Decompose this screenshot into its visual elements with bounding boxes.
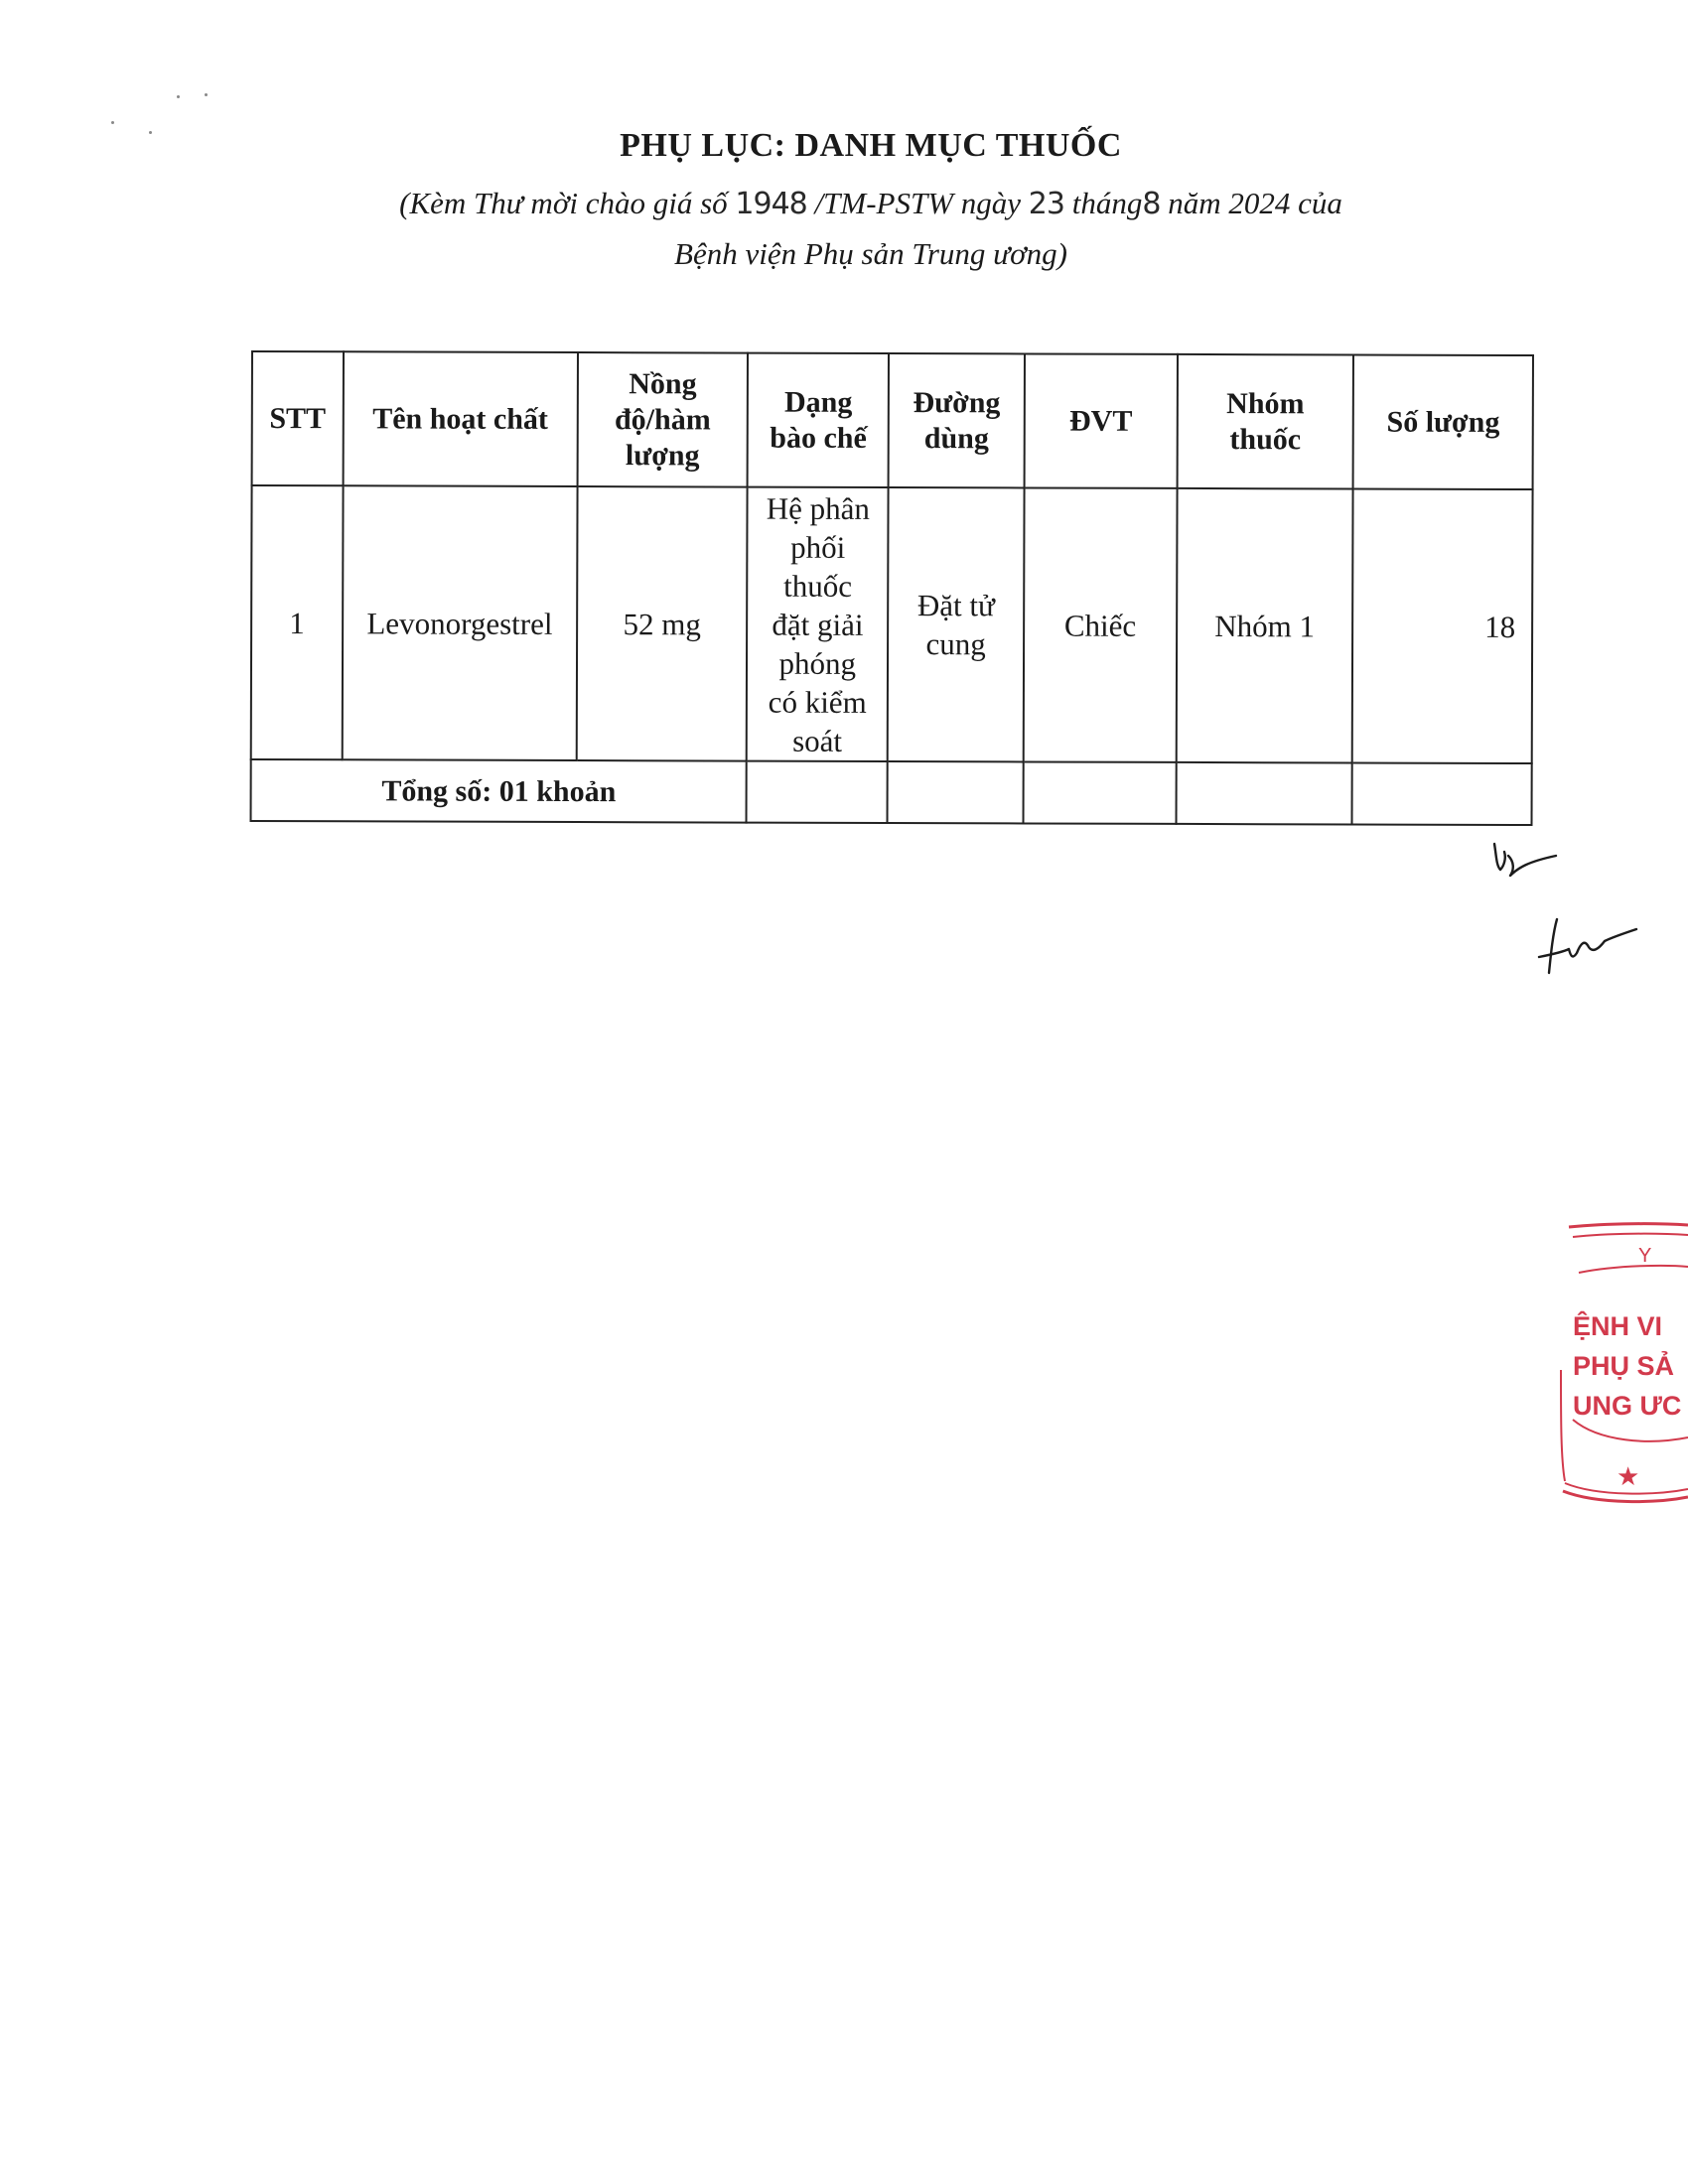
header-stt: STT [252,351,344,485]
total-empty-cell [888,761,1024,823]
header-drug-group [1177,354,1353,489]
subtitle-line-2: Bệnh viện Phụ sản Trung ương) [674,236,1067,271]
subtitle-line-1 [298,179,1444,229]
form-line: phối [790,529,846,565]
form-line: đặt giải [772,607,864,642]
total-empty-cell [1176,762,1352,825]
header-strength-line-1: Nồng [629,366,697,400]
subtitle-month-word: tháng [1071,186,1143,220]
header-strength-line-3: lượng [625,438,700,472]
form-line: thuốc [783,568,853,604]
total-empty-cell [1352,762,1532,825]
stamp-star-icon: ★ [1617,1462,1640,1491]
form-line: Hệ phân [766,490,870,526]
total-empty-cell [747,761,888,823]
handwritten-letter-number: 1948 [735,187,807,221]
header-route [889,353,1025,487]
official-stamp [1559,1221,1688,1519]
scan-speck [111,121,114,124]
table-header-row [252,351,1533,489]
header-form-line-2: bào chế [770,421,867,455]
cell-route [888,487,1025,761]
subtitle-code: /TM-PSTW ngày [814,186,1022,220]
scan-speck [149,131,152,134]
table-total-row [251,759,1532,825]
cell-stt: 1 [251,485,344,759]
handwritten-signature [1529,913,1648,983]
document-subtitle [298,179,1444,279]
header-dosage-form [748,353,889,487]
subtitle-year: năm 2024 của [1168,186,1342,220]
form-line: soát [792,723,843,758]
handwritten-initial-mark [1484,836,1564,886]
cell-dosage-form [747,487,889,761]
header-unit: ĐVT [1025,353,1178,487]
header-active-ingredient: Tên hoạt chất [343,351,577,486]
header-strength-line-2: độ/hàm [614,402,711,436]
handwritten-month: 8 [1142,187,1161,221]
subtitle-prefix: (Kèm Thư mời chào giá số [399,186,728,220]
cell-unit: Chiếc [1024,487,1178,761]
header-quantity: Số lượng [1353,354,1533,489]
cell-strength: 52 mg [576,486,748,761]
form-line: có kiểm [768,684,867,720]
cell-active-ingredient: Levonorgestrel [343,485,578,760]
table-row [251,485,1533,763]
cell-quantity: 18 [1352,488,1533,763]
header-group-line-2: thuốc [1229,422,1302,456]
handwritten-day: 23 [1028,187,1064,221]
header-strength [577,352,748,487]
route-line: Đặt tử [916,588,995,623]
header-form-line-1: Dạng [783,385,853,419]
stamp-top-text: Y [1638,1245,1652,1267]
scan-speck [205,93,208,96]
stamp-line-1: ỆNH VI [1573,1311,1663,1341]
form-line: phóng [778,645,857,681]
total-empty-cell [1024,761,1177,823]
stamp-line-2: PHỤ SẢ [1573,1351,1675,1381]
header-route-line-1: Đường [913,385,1001,419]
header-route-line-2: dùng [923,421,989,455]
document-title: PHỤ LỤC: DANH MỤC THUỐC [620,127,1122,164]
cell-drug-group: Nhóm 1 [1176,488,1352,763]
stamp-line-3: UNG ƯC [1573,1391,1682,1421]
drug-list-table [250,350,1534,826]
route-line: cung [925,626,986,662]
total-label: Tổng số: 01 khoản [251,759,748,823]
scan-speck [177,95,180,98]
header-group-line-1: Nhóm [1226,386,1305,420]
stamp-text [1573,1306,1681,1426]
